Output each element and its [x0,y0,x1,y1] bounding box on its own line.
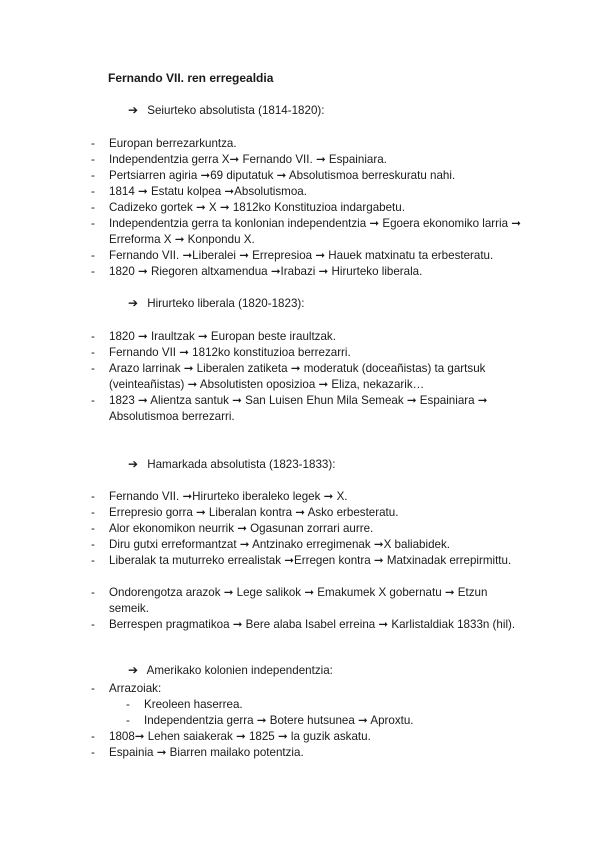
section-heading-text: Amerikako kolonien independentzia: [146,664,333,677]
list-item [91,521,531,537]
list-item-text: Cadizeko gortek ➞ X ➞ 1812ko Konstituzioa indargabetu. [109,201,405,214]
bullet: - [91,201,95,214]
list-item [91,393,531,425]
list-item-text: Fernando VII. ➞Liberalei ➞ Errepresioa ➞ Hauek matxinatu ta erbesteratu. [109,249,494,262]
sub-list-item [126,697,506,713]
list-item-text: 1820 ➞ Iraultzak ➞ Europan beste iraultzak. [109,330,336,343]
list-item-text: Independentzia gerra X➞ Fernando VII. ➞ Espainiara. [109,153,387,166]
list-item-text: Errepresio gorra ➞ Liberalan kontra ➞ Asko erbesteratu. [109,506,399,519]
bullet: - [91,682,95,695]
list-item-text: Berrespen pragmatikoa ➞ Bere alaba Isabel erreina ➞ Karlistaldiak 1833n (hil). [109,618,516,631]
section-heading-3 [128,457,335,471]
section-heading-1 [128,103,324,117]
bullet: - [91,490,95,503]
list-item [91,553,531,569]
list-item-text: 1823 ➞ Alientza santuk ➞ San Luisen Ehun Mila Semeak ➞ Espainiara ➞ Absolutismoa berrezarri. [109,394,488,424]
bullet: - [91,346,95,359]
list-item-text: Arazo larrinak ➞ Liberalen zatiketa ➞ moderatuk (doceañistas) ta gartsuk (veinteañistas) ➞ Absolutisten oposizioa ➞ Eliza, nekazarik… [109,362,486,392]
arrow-icon: ➔ [128,457,139,471]
list-item-text: 1808➞ Lehen saiakerak ➞ 1825 ➞ la guzik askatu. [109,730,371,743]
section-heading-text: Seiurteko absolutista (1814-1820): [147,104,325,117]
bullet: - [91,394,95,407]
list-item [91,505,531,521]
list-item [91,745,531,761]
list-item [91,345,531,361]
bullet: - [91,554,95,567]
list-item [91,248,531,264]
bullet: - [91,169,95,182]
list-item-text: Fernando VII ➞ 1812ko konstituzioa berrezarri. [109,346,351,359]
list-item-text: 1814 ➞ Estatu kolpea ➞Absolutismoa. [109,185,307,198]
bullet: - [91,746,95,759]
list-item-text: Independentzia gerra ta konlonian independentzia ➞ Egoera ekonomiko larria ➞ Erreforma X ➞ Konpondu X. [109,217,521,247]
arrow-icon: ➔ [128,296,139,310]
list-item [91,729,531,745]
list-item-text: Pertsiarren agiria ➞69 diputatuk ➞ Absolutismoa berreskuratu nahi. [109,169,456,182]
bullet: - [91,265,95,278]
list-item [91,329,531,345]
bullet: - [91,153,95,166]
list-item [91,264,531,280]
list-item-text: 1820 ➞ Riegoren altxamendua ➞Irabazi ➞ Hirurteko liberala. [109,265,423,278]
list-item [91,617,531,633]
list-item-text: Alor ekonomikon neurrik ➞ Ogasunan zorrari aurre. [109,522,374,535]
bullet: - [91,586,95,599]
list-item [91,184,531,200]
bullet: - [91,185,95,198]
list-item [91,361,531,393]
section-heading-2 [128,296,304,310]
list-item [91,489,531,505]
list-item-text: Liberalak ta muturreko errealistak ➞Erregen kontra ➞ Matxinadak errepirmittu. [109,554,512,567]
bullet: - [91,330,95,343]
section-heading-text: Hamarkada absolutista (1823-1833): [147,458,336,471]
sub-list-item-text: Kreoleen haserrea. [144,698,243,711]
list-item [91,585,531,617]
sub-list-item [126,713,506,729]
list-item [91,200,531,216]
list-item-text: Europan berrezarkuntza. [109,137,237,150]
section-heading-text: Hirurteko liberala (1820-1823): [147,297,305,310]
bullet: - [126,714,130,727]
document-title: Fernando VII. ren erregealdia [108,71,274,85]
bullet: - [91,730,95,743]
section-heading-4 [128,663,333,677]
list-item [91,136,531,152]
list-item-text: Arrazoiak: [109,682,162,695]
bullet: - [91,506,95,519]
list-item-text: Espainia ➞ Biarren mailako potentzia. [109,746,304,759]
bullet: - [91,249,95,262]
bullet: - [91,618,95,631]
list-item-text: Diru gutxi erreformantzat ➞ Antzinako erregimenak ➞X baliabidek. [109,538,450,551]
sub-list-item-text: Independentzia gerra ➞ Botere hutsunea ➞ Aproxtu. [144,714,414,727]
bullet: - [91,137,95,150]
bullet: - [91,522,95,535]
arrow-icon: ➔ [128,663,139,677]
bullet: - [91,362,95,375]
list-item [91,168,531,184]
bullet: - [126,698,130,711]
list-item [91,216,531,248]
bullet: - [91,538,95,551]
list-item [91,152,531,168]
list-item [91,681,531,697]
list-item-text: Ondorengotza arazok ➞ Lege salikok ➞ Emakumek X gobernatu ➞ Etzun semeik. [109,586,488,616]
list-item [91,537,531,553]
bullet: - [91,217,95,230]
list-item-text: Fernando VII. ➞Hirurteko iberaleko legek ➞ X. [109,490,348,503]
arrow-icon: ➔ [128,103,139,117]
